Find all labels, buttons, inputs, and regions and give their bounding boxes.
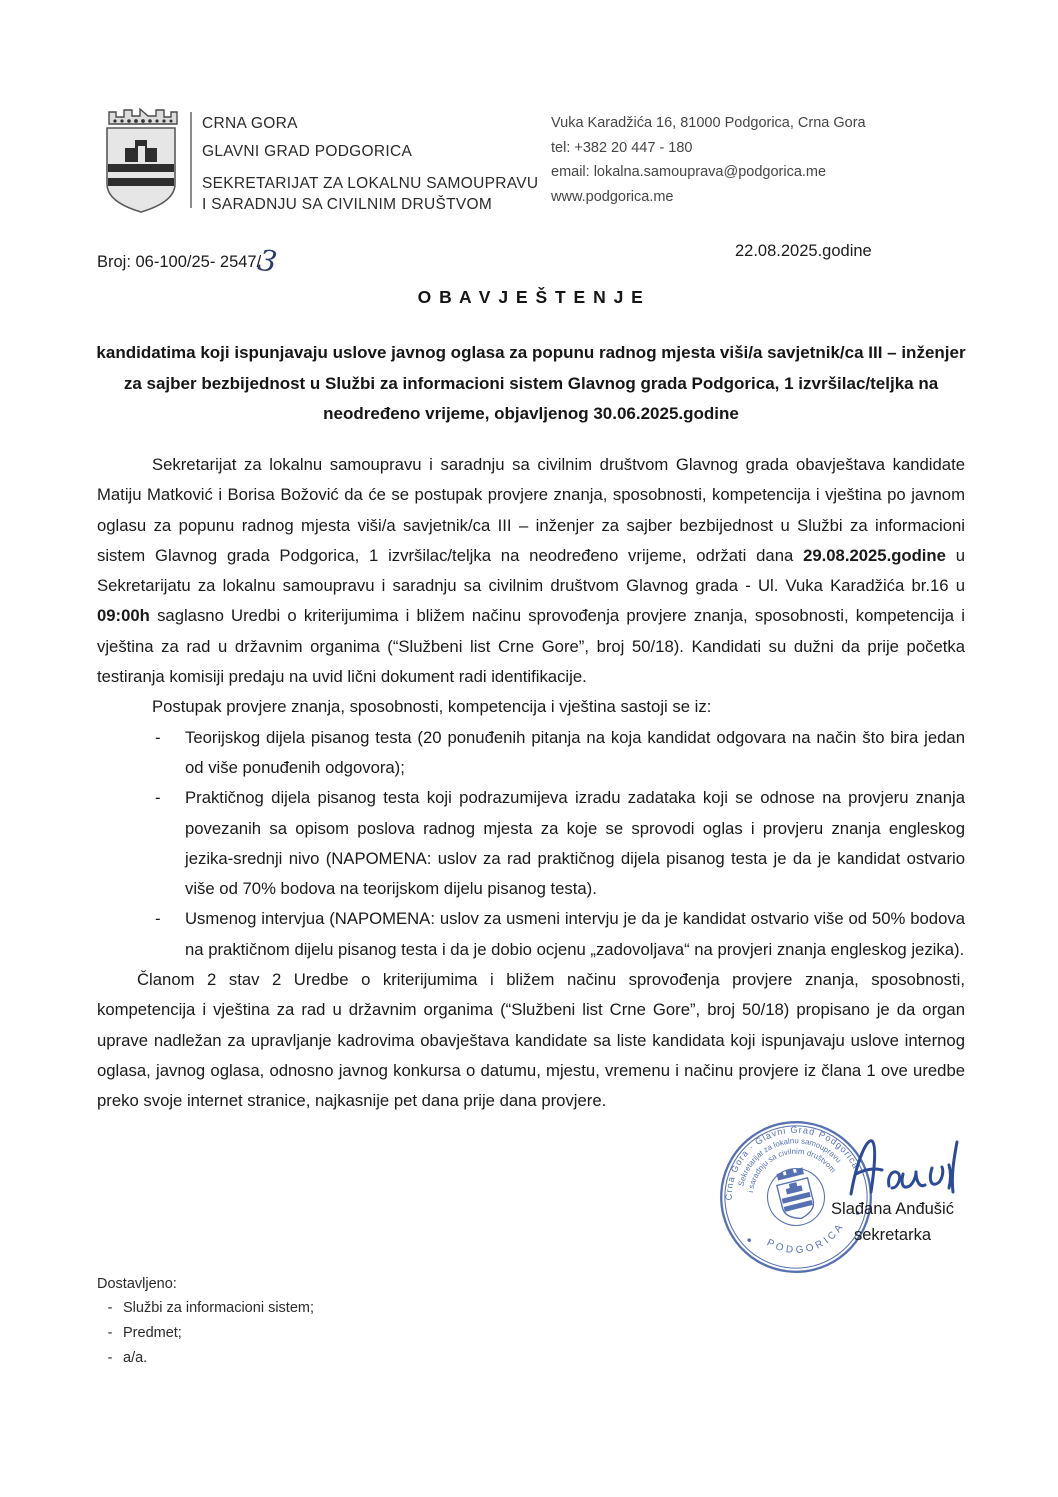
distribution-item bbox=[97, 1321, 314, 1346]
contact-email: email: lokalna.samouprava@podgorica.me bbox=[551, 164, 827, 180]
document-number bbox=[97, 240, 280, 280]
org-country: CRNA GORA bbox=[202, 115, 298, 132]
stamp-bottom-text: PODGORICA bbox=[764, 1220, 848, 1257]
org-secretariat-line2: I SARADNJU SA CIVILNIM DRUŠTVOM bbox=[202, 196, 493, 213]
stamp-inner-text-1: Sekretarijat za lokalnu samoupravu bbox=[736, 1136, 844, 1188]
org-city: GLAVNI GRAD PODGORICA bbox=[202, 143, 413, 160]
paragraph-main bbox=[97, 450, 965, 692]
list-item bbox=[155, 723, 965, 784]
p1-exam-date: 29.08.2025.godine bbox=[803, 545, 946, 565]
list-item-text-theoretical-test: Teorijskog dijela pisanog testa (20 ponuđenih pitanja na koja kandidat odgovara na način što bira jedan od više ponuđenih odgovora); bbox=[185, 727, 965, 777]
list-item-marker: - bbox=[155, 727, 161, 747]
contact-address: Vuka Karadžića 16, 81000 Podgorica, Crna Gora bbox=[551, 115, 866, 131]
org-secretariat-line1: SEKRETARIJAT ZA LOKALNU SAMOUPRAVU bbox=[202, 175, 539, 192]
document-number-handwritten-digit: 3 bbox=[256, 242, 280, 280]
list-item bbox=[155, 904, 965, 965]
p1-text-start: Sekretarijat za lokalnu samoupravu i saradnju sa civilnim društvom Glavnog grada obavještava kandidate Matiju Matković i Borisa Božović da će se postupak provjere znanja, sposobnosti, kompetencija i vještina po javnom oglasu za popunu radnog mjesta viši/a savjetnik/ca III – inženjer za sajber bezbijednost u Službi za informacioni sistem Glavnog grada Podgorica, 1 izvršilac/teljka na neodređeno vrijeme, održati dana bbox=[97, 455, 965, 565]
distribution-item bbox=[97, 1296, 314, 1321]
organization-block bbox=[202, 110, 538, 215]
p1-text-end: saglasno Uredbi o kriterijumima i bližem načinu sprovođenja provjere znanja, sposobnosti, kompetencija i vještina za rad u državnim organima (“Službeni list Crne Gore”, broj 50/18). Kandidati su dužni da prije početka testiranja komisiji predaju na uvid lični dokument radi identifikacije. bbox=[97, 606, 965, 687]
contact-phone: tel: +382 20 447 - 180 bbox=[551, 139, 693, 156]
stamp-inner-text-2: i saradnju sa civilnim društvom bbox=[746, 1146, 838, 1194]
list-item-text-practical-test: Praktičnog dijela pisanog testa koji podrazumijeva izradu zadataka koji se odnose na provjeru znanja povezanih sa opisom poslova radnog mjesta za koje se sprovodi oglas i provjeru znanja engleskog jezika-srednji nivo (NAPOMENA: uslov za rad praktičnog dijela pisanog testa je da je kandidat ostvario više od 70% bodova na teorijskom dijelu pisanog testa). bbox=[185, 788, 965, 899]
signatory-name: Slađana Anđušić bbox=[831, 1200, 954, 1218]
paragraph-procedure-intro: Postupak provjere znanja, sposobnosti, kompetencija i vještina sastoji se iz: bbox=[152, 697, 712, 717]
signatory-block bbox=[810, 1196, 975, 1248]
p1-text-middle: u Sekretarijatu za lokalnu samoupravu i saradnju sa civilnim društvom Glavnog grada - Ul. Vuka Karadžića br.16 u bbox=[97, 545, 965, 596]
podgorica-coat-of-arms-icon bbox=[99, 106, 183, 216]
document-number-printed: Broj: 06-100/25- 2547/ bbox=[97, 253, 262, 271]
list-item bbox=[155, 783, 965, 904]
distribution-item-text: Službi za informacioni sistem; bbox=[123, 1300, 314, 1316]
signatory-role: sekretarka bbox=[853, 1226, 932, 1244]
contact-website: www.podgorica.me bbox=[551, 188, 674, 205]
distribution-item-text: a/a. bbox=[123, 1350, 148, 1366]
procedure-list bbox=[155, 723, 965, 965]
list-item-text-oral-interview: Usmenog intervjua (NAPOMENA: uslov za usmeni intervju je da je kandidat ostvario više od 50% bodova na praktičnom dijelu pisanog testa i da je dobio ocjenu „zadovoljava“ na provjeri znanja engleskog jezika). bbox=[185, 909, 965, 959]
distribution-item-text: Predmet; bbox=[123, 1325, 182, 1341]
list-item-marker: - bbox=[155, 788, 161, 808]
distribution-item-marker: - bbox=[107, 1300, 113, 1316]
letterhead-divider bbox=[190, 112, 192, 208]
distribution-label: Dostavljeno: bbox=[97, 1276, 177, 1292]
distribution-list bbox=[97, 1272, 314, 1371]
document-body bbox=[97, 450, 965, 1117]
document-date: 22.08.2025.godine bbox=[735, 242, 872, 260]
list-item-marker: - bbox=[155, 909, 161, 929]
paragraph-regulation: Članom 2 stav 2 Uredbe o kriterijumima i bližem načinu sprovođenja provjere znanja, sposobnosti, kompetencija i vještina za rad u državnim organima (“Službeni list Crne Gore”, broj 50/18) propisano je da organ uprave nadležan za upravljanje kadrovima obavještava kandidate sa liste kandidata koji ispunjavaju uslove internog oglasa, javnog oglasa, odnosno javnog konkursa o datumu, mjestu, vremenu i načinu provjere iz člana 1 ove uredbe preko svoje internet stranice, najkasnije pet dana prije dana provjere. bbox=[97, 970, 965, 1111]
stamp-ring-text: Crna Gora · Glavni Grad Podgorica bbox=[723, 1124, 862, 1201]
contact-block bbox=[551, 111, 866, 209]
document-subtitle: kandidatima koji ispunjavaju uslove javnog oglasa za popunu radnog mjesta viši/a savjetnik/ca III – inženjer za sajber bezbijednost u Službi za informacioni sistem Glavnog grada Podgorica, 1 izvršilac/teljka na neodređeno vrijeme, objavljenog 30.06.2025.godine bbox=[96, 343, 966, 423]
p1-exam-time: 09:00h bbox=[97, 606, 150, 626]
distribution-item-marker: - bbox=[107, 1350, 113, 1366]
distribution-item-marker: - bbox=[107, 1325, 113, 1341]
distribution-item bbox=[97, 1346, 314, 1371]
document-title: O B A V J E Š T E N J E bbox=[417, 287, 645, 307]
